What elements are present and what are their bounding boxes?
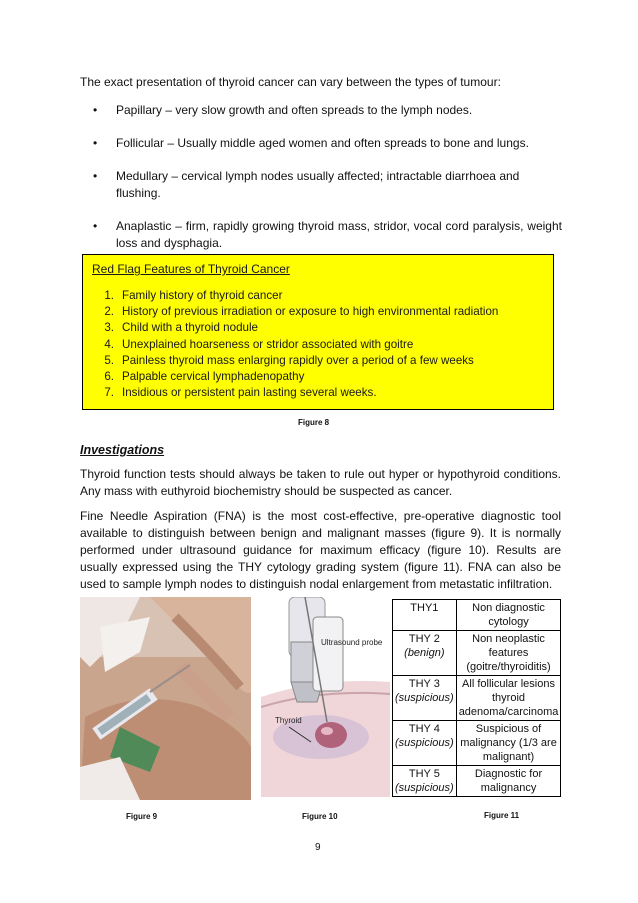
list-item: 1. Family history of thyroid cancer [104,289,283,302]
bullet-icon: • [93,219,98,233]
investigations-heading: Investigations [80,443,165,457]
figure-11-caption: Figure 11 [484,811,520,820]
list-item: 4. Unexplained hoarseness or stridor associated with goitre [104,337,414,351]
table-row: THY 2 (benign) Non neoplastic features (goitre/thyroiditis) [393,631,561,676]
red-flag-title: Red Flag Features of Thyroid Cancer [92,262,290,276]
investigations-paragraph-2: Fine Needle Aspiration (FNA) is the most cost-effective, pre-operative diagnostic tool available to distinguish between benign and malignant masses (figure 9). It is normally performed under ultrasound guidance for maximum efficacy (figure 10). Results are usually expressed using the THY cytology grading system (figure 11). FNA can also be used to sample lymph nodes to distinguish nodal enlargement from metastatic infiltration. [80,509,561,591]
fna-procedure-image [80,597,251,800]
tumour-type-list [80,102,562,268]
thy-grading-table [392,599,561,797]
figure-9-caption: Figure 9 [126,812,158,821]
list-item: 2. History of previous irradiation or exposure to high environmental radiation [104,305,499,319]
list-item: • Papillary – very slow growth and often spreads to the lymph nodes. [93,103,473,117]
red-flag-list [92,288,498,401]
red-flag-box [82,254,554,410]
list-item: 6. Palpable cervical lymphadenopathy [104,370,305,384]
bullet-icon: • [93,103,98,117]
list-item: • Medullary – cervical lymph nodes usually affected; intractable diarrhoea and flushing. [93,169,520,200]
list-item: 5. Painless thyroid mass enlarging rapidly over a period of a few weeks [104,353,474,367]
table-row: THY 4 (suspicious) Suspicious of malignancy (1/3 are malignant) [393,721,561,766]
probe-label: Ultrasound probe [321,638,383,647]
bullet-icon: • [93,169,98,183]
list-item: • Follicular – Usually middle aged women and often spreads to bone and lungs. [93,136,529,150]
intro-text: The exact presentation of thyroid cancer can vary between the types of tumour: [80,75,501,89]
table-row: THY 5 (suspicious) Diagnostic for malignancy [393,766,561,797]
ultrasound-illustration [261,597,390,797]
figure-8-caption: Figure 8 [298,418,330,427]
list-item: 7. Insidious or persistent pain lasting several weeks. [104,386,377,400]
list-item: 3. Child with a thyroid nodule [104,321,258,335]
figure-10-caption: Figure 10 [302,812,338,821]
bullet-icon: • [93,136,98,150]
thyroid-label: Thyroid [275,716,302,725]
page-number: 9 [315,842,321,853]
investigations-paragraph-1: Thyroid function tests should always be taken to rule out hyper or hypothyroid conditions. Any mass with euthyroid biochemistry should be suspected as cancer. [80,467,561,498]
list-item: • Anaplastic – firm, rapidly growing thyroid mass, stridor, vocal cord paralysis, weight loss and dysphagia. [93,219,562,250]
table-row: THY 3 (suspicious) All follicular lesions thyroid adenoma/carcinoma [393,676,561,721]
ultrasound-diagram [261,597,390,797]
table-row: THY1 Non diagnostic cytology [393,600,561,631]
fna-procedure-illustration [80,597,251,800]
